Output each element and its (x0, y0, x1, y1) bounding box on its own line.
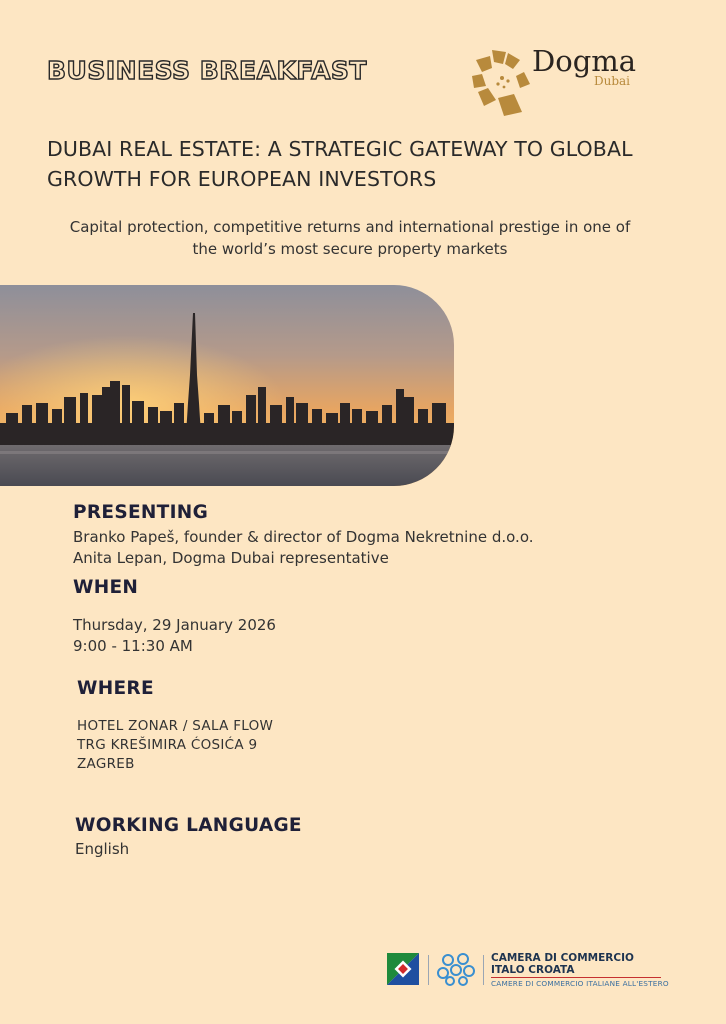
chamber-emblem-icon (436, 951, 476, 987)
chamber-rule (491, 977, 661, 978)
presenting-title: PRESENTING (73, 502, 209, 523)
venue-line-3: ZAGREB (77, 756, 135, 772)
chamber-name-line-1: CAMERA DI COMMERCIO (491, 952, 634, 964)
chamber-network: CAMERE DI COMMERCIO ITALIANE ALL'ESTERO (491, 979, 669, 988)
subtitle-line-1: Capital protection, competitive returns and international prestige in one of (69, 218, 631, 236)
subtitle-line-2: the world’s most secure property markets (192, 240, 508, 258)
chamber-name-line-2: ITALO CROATA (491, 964, 575, 976)
venue-line-2: TRG KREŠIMIRA ĆOSIĆA 9 (77, 737, 258, 753)
headline-line-1: DUBAI REAL ESTATE: A STRATEGIC GATEWAY TO GLOBAL (47, 137, 633, 161)
when-title: WHEN (73, 577, 139, 598)
dubai-skyline-photo (0, 285, 454, 486)
event-date: Thursday, 29 January 2026 (73, 616, 276, 634)
subtitle (40, 216, 660, 260)
where-title: WHERE (77, 678, 154, 699)
logo-subtitle: Dubai (594, 74, 631, 88)
language-title: WORKING LANGUAGE (75, 815, 302, 836)
presenter-1: Branko Papeš, founder & director of Dogma Nekretnine d.o.o. (73, 528, 534, 546)
headline-line-2: GROWTH FOR EUROPEAN INVESTORS (47, 167, 437, 191)
croatia-italy-flag-icon (387, 953, 419, 985)
event-time: 9:00 - 11:30 AM (73, 637, 193, 655)
dogma-spiral-logo-icon (470, 48, 536, 118)
venue-line-1: HOTEL ZONAR / SALA FLOW (77, 718, 274, 734)
headline (47, 134, 687, 194)
logo-wordmark: Dogma (532, 44, 637, 78)
footer-divider (428, 955, 429, 985)
language-value: English (75, 840, 130, 858)
presenter-2: Anita Lepan, Dogma Dubai representative (73, 549, 389, 567)
event-label: BUSINESS BREAKFAST (47, 56, 367, 85)
footer-divider-2 (483, 955, 484, 985)
